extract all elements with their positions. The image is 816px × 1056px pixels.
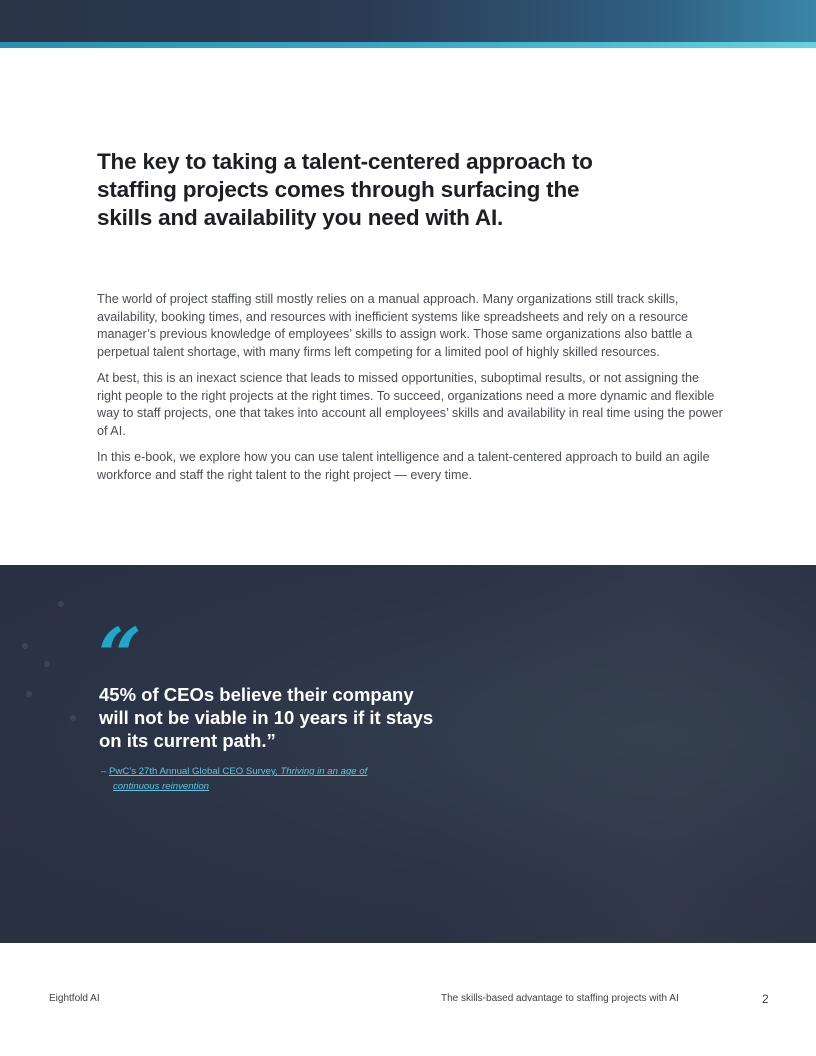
quote-mark-icon: “ xyxy=(98,611,142,700)
body-text xyxy=(97,291,727,493)
background-image-shade xyxy=(436,565,816,943)
body-paragraph: At best, this is an inexact science that leads to missed opportunities, suboptimal results, or not assigning the right people to the right projects at the right times. To succeed, organizations need a more dynamic and flexible way to staff projects, one that takes into account all employees’ skills and availability in real time using the power of AI. xyxy=(97,371,723,438)
decorative-dot xyxy=(70,715,76,721)
footer-doc-title: The skills-based advantage to staffing projects with AI xyxy=(441,993,679,1004)
decorative-dot xyxy=(22,643,28,649)
source-org: PwC’s 27th Annual Global CEO Survey, xyxy=(109,766,278,777)
source-dash: – xyxy=(101,766,107,777)
decorative-dot xyxy=(44,661,50,667)
decorative-dot xyxy=(58,601,64,607)
pull-quote: 45% of CEOs believe their company will not be viable in 10 years if it stays on its current path.” xyxy=(99,684,434,751)
page-number: 2 xyxy=(762,992,769,1006)
body-paragraph: The world of project staffing still mostly relies on a manual approach. Many organizations still track skills, availability, booking times, and resources with inefficient systems like spreadsheets and rely on a resource manager’s previous knowledge of employees’ skills to assign work. Those same organizations also battle a perpetual talent shortage, with many firms left competing for a limited pool of highly skilled resources. xyxy=(97,292,693,359)
header-band xyxy=(0,0,816,42)
source-link-continued[interactable]: continuous reinvention xyxy=(113,781,210,792)
source-title: Thriving in an age of xyxy=(280,766,368,777)
page-headline: The key to taking a talent-centered approach to staffing projects comes through surfacing the skills and availability you need with AI. xyxy=(97,149,593,230)
decorative-dot xyxy=(26,691,32,697)
body-paragraph: In this e-book, we explore how you can use talent intelligence and a talent-centered approach to build an agile workforce and staff the right talent to the right project — every time. xyxy=(97,450,710,482)
source-link[interactable] xyxy=(109,766,367,777)
footer-brand: Eightfold AI xyxy=(49,993,100,1004)
header-accent-stripe xyxy=(0,42,816,48)
quote-source xyxy=(101,764,421,794)
